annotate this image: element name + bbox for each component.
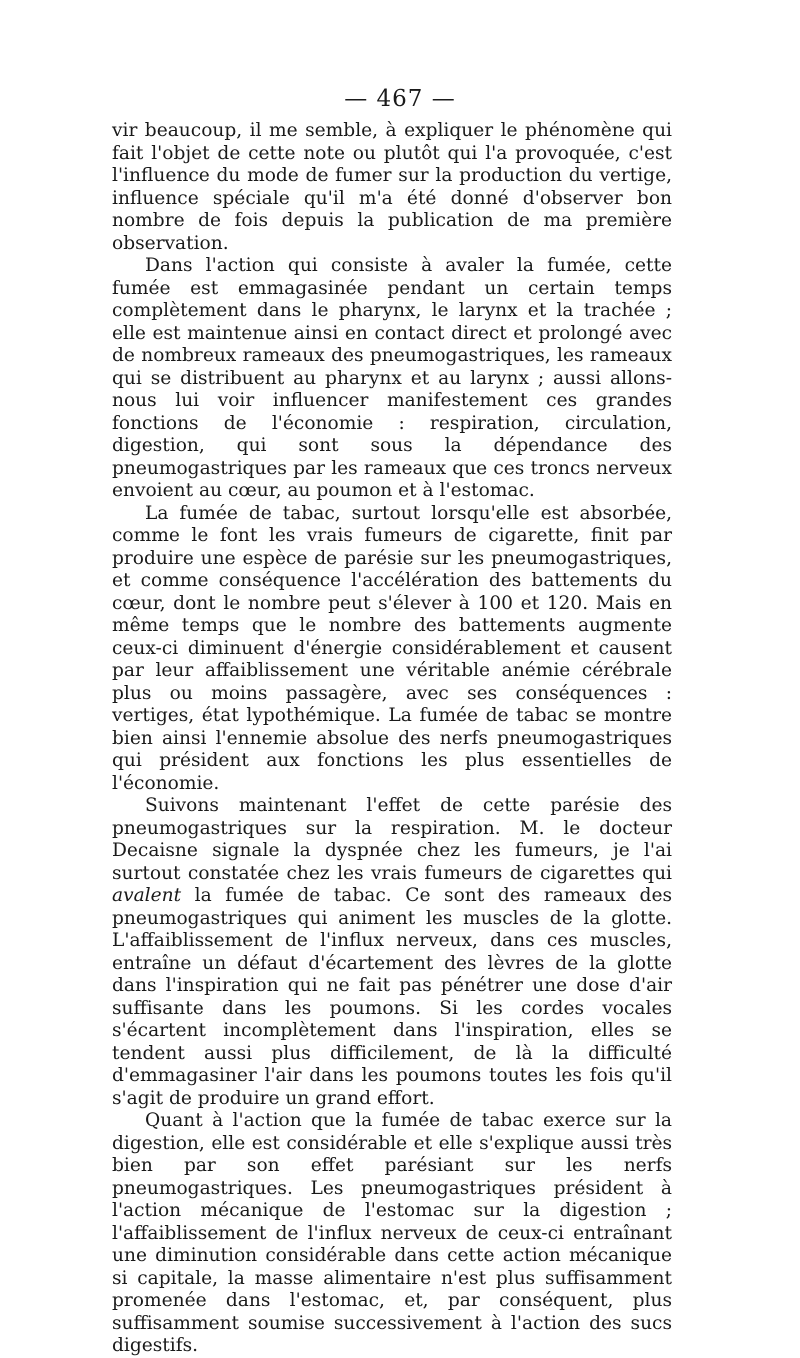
paragraph-4-text-after: la fumée de tabac. Ce sont des rameaux des pneumogastriques qui animent les muscles de la glotte. L'affaiblissement de l'influx nerveux, dans ces muscles, entraîne un défaut d'écartement des lèvres de la glotte dans l'inspiration qui ne fait pas pénétrer une dose d'air suffisante dans les poumons. Si les cordes vocales s'écartent incomplètement dans l'inspiration, elles se tendent aussi plus difficilement, de là la difficulté d'emmagasiner l'air dans les poumons toutes les fois qu'il s'agit de produire un grand effort. <box>112 885 672 1109</box>
page-number: — 467 — <box>344 86 456 112</box>
paragraph-4 <box>112 795 672 1110</box>
paragraph-5: Quant à l'action que la fumée de tabac exerce sur la digestion, elle est considérable et elle s'explique aussi très bien par son effet parésiant sur les nerfs pneumogastriques. Les pneumogastriques président à l'action mécanique de l'estomac sur la digestion ; l'affaiblissement de l'influx nerveux de ceux-ci entraînant une diminution considérable dans cette action mécanique si capitale, la masse alimentaire n'est plus suffisamment promenée dans l'estomac, et, par conséquent, plus suffisamment soumise successivement à l'action des sucs digestifs. <box>112 1110 672 1356</box>
body-text <box>112 120 672 1358</box>
paragraph-3: La fumée de tabac, surtout lorsqu'elle est absorbée, comme le font les vrais fumeurs de cigarette, finit par produire une espèce de parésie sur les pneumogastriques, et comme conséquence l'accélération des battements du cœur, dont le nombre peut s'élever à 100 et 120. Mais en même temps que le nombre des battements augmente ceux-ci diminuent d'énergie considérablement et causent par leur affaiblissement une véritable anémie cérébrale plus ou moins passagère, avec ses conséquences : vertiges, état lypothémique. La fumée de tabac se montre bien ainsi l'ennemie absolue des nerfs pneumogastriques qui président aux fonctions les plus essentielles de l'économie. <box>112 502 672 794</box>
paragraph-4-text-before: Suivons maintenant l'effet de cette parésie des pneumogastriques sur la respiration. M. le docteur Decaisne signale la dyspnée chez les fumeurs, je l'ai surtout constatée chez les vrais fumeurs de cigarettes qui <box>112 795 672 884</box>
paragraph-4-emphasis: avalent <box>112 885 182 906</box>
paragraph-1: vir beaucoup, il me semble, à expliquer le phénomène qui fait l'objet de cette note ou plutôt qui l'a provoquée, c'est l'influence du mode de fumer sur la production du vertige, influence spéciale qu'il m'a été donné d'observer bon nombre de fois depuis la publication de ma première observation. <box>112 120 672 254</box>
paragraph-2: Dans l'action qui consiste à avaler la fumée, cette fumée est emmagasinée pendant un certain temps complètement dans le pharynx, le larynx et la trachée ; elle est maintenue ainsi en contact direct et prolongé avec de nombreux rameaux des pneumogastriques, les rameaux qui se distribuent au pharynx et au larynx ; aussi allons-nous lui voir influencer manifestement ces grandes fonctions de l'économie : respiration, circulation, digestion, qui sont sous la dépendance des pneumogastriques par les rameaux que ces troncs nerveux envoient au cœur, au poumon et à l'estomac. <box>112 255 672 501</box>
